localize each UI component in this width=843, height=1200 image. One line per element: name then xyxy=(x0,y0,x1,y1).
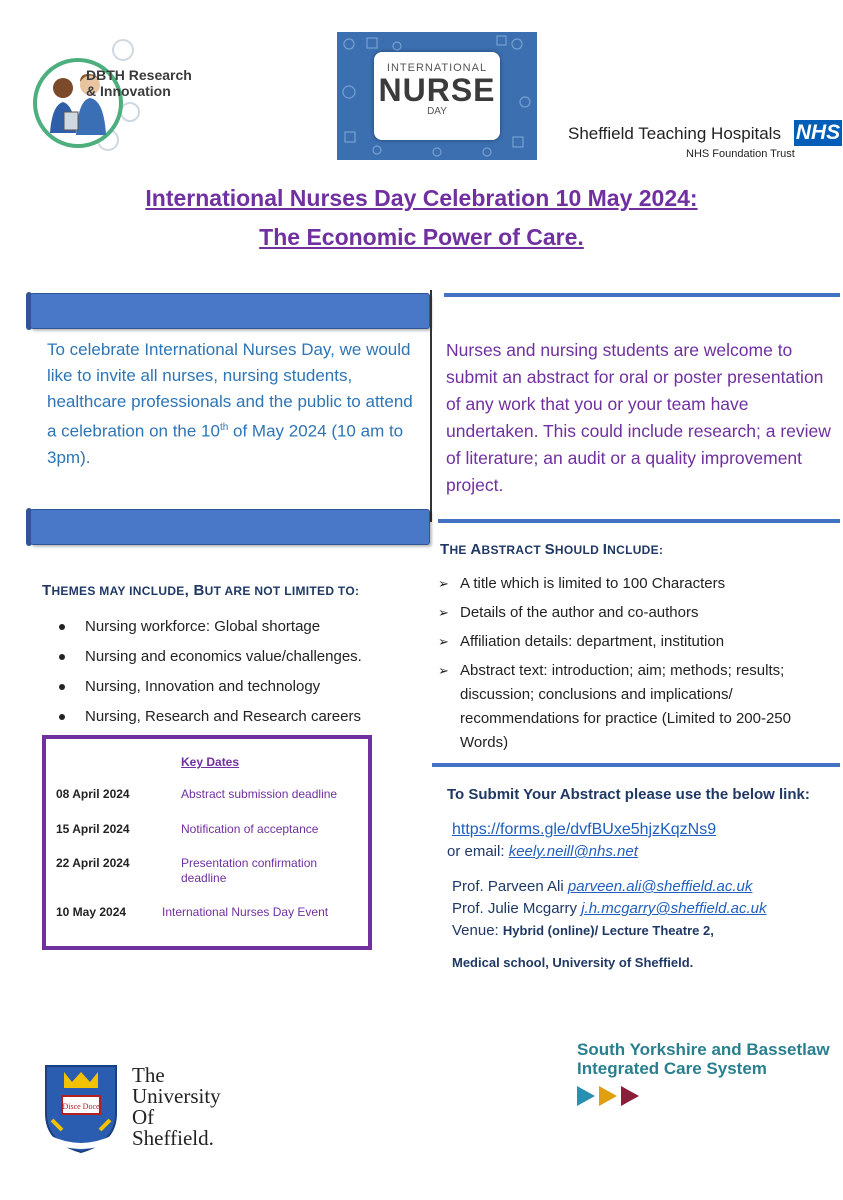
nhs-badge: NHS xyxy=(795,121,841,144)
dbth-logo-text: DBTH Research & Innovation xyxy=(86,67,192,99)
right-rule-3 xyxy=(432,763,840,767)
icb-logo-text: South Yorkshire and Bassetlaw Integrated Care System xyxy=(577,1040,830,1078)
submission-form-link[interactable]: https://forms.gle/dvfBUxe5hjzKqzNs9 xyxy=(452,821,717,838)
university-crest xyxy=(42,1062,120,1154)
contact-email-link[interactable]: j.h.mcgarry@sheffield.ac.uk xyxy=(581,900,767,917)
list-item: ➢ A title which is limited to 100 Characters xyxy=(438,572,838,596)
left-banner-1 xyxy=(30,293,430,329)
column-divider xyxy=(430,290,432,522)
contact-1: Prof. Parveen Ali parveen.ali@sheffield.ac.uk xyxy=(452,878,753,895)
themes-heading: THEMES MAY INCLUDE, BUT ARE NOT LIMITED TO: xyxy=(42,582,360,599)
intro-left-text: To celebrate International Nurses Day, we would like to invite all nurses, nursing students, healthcare professionals and the public to attend a celebration on the 10th of May 2024 (10 am to 3pm). xyxy=(47,340,413,467)
right-rule-2 xyxy=(438,519,840,523)
key-dates-heading: Key Dates xyxy=(181,755,240,769)
list-item: Nursing and economics value/challenges. xyxy=(55,648,415,678)
contact-2: Prof. Julie Mcgarry j.h.mcgarry@sheffield.ac.uk xyxy=(452,900,767,917)
venue-line1: Venue: Hybrid (online)/ Lecture Theatre 2, xyxy=(452,922,714,939)
international-nurse-day-logo: INTERNATIONAL NURSE DAY xyxy=(337,32,537,160)
page-title-line2: The Economic Power of Care. xyxy=(259,224,584,250)
abstract-heading: THE ABSTRACT SHOULD INCLUDE: xyxy=(440,541,664,558)
email-line: or email: keely.neill@nhs.net xyxy=(447,843,638,860)
submit-heading: To Submit Your Abstract please use the below link: xyxy=(447,786,810,803)
page-title-line1: International Nurses Day Celebration 10 May 2024: xyxy=(145,185,698,211)
list-item: ➢ Details of the author and co-authors xyxy=(438,601,838,625)
list-item: Nursing, Research and Research careers xyxy=(55,708,415,738)
sheffield-hospitals-name: Sheffield Teaching Hospitals xyxy=(568,124,781,143)
themes-list xyxy=(55,618,415,738)
abstract-requirements-list xyxy=(438,572,838,760)
contact-email-link[interactable]: keely.neill@nhs.net xyxy=(508,843,638,860)
key-dates-box: Key Dates 08 April 2024 Abstract submission deadline 15 April 2024 Notification of acceptance 22 April 2024 Presentation confirmation deadline 10 May 2024 International Nurses Day Event xyxy=(42,735,372,950)
contact-email-link[interactable]: parveen.ali@sheffield.ac.uk xyxy=(567,878,753,895)
svg-text:Disce Doce: Disce Doce xyxy=(62,1102,100,1111)
university-of-sheffield-name: The University Of Sheffield. xyxy=(132,1063,221,1150)
right-rule-1 xyxy=(444,293,840,297)
icb-arrows-icon xyxy=(577,1086,647,1106)
nhs-trust-name: NHS Foundation Trust xyxy=(686,148,795,160)
list-item: ➢ Affiliation details: department, institution xyxy=(438,630,838,654)
list-item: Nursing, Innovation and technology xyxy=(55,678,415,708)
intro-right-text: Nurses and nursing students are welcome to submit an abstract for oral or poster presentation of any work that you or your team have undertaken. This could include research; a review of literature; an audit or a quality improvement project. xyxy=(446,340,831,495)
venue-line2: Medical school, University of Sheffield. xyxy=(452,955,694,970)
list-item: ➢ Abstract text: introduction; aim; methods; results; discussion; conclusions and implications/ recommendations for practice (Limited to 200-250 Words) xyxy=(438,659,838,755)
list-item: Nursing workforce: Global shortage xyxy=(55,618,415,648)
left-banner-2 xyxy=(30,509,430,545)
